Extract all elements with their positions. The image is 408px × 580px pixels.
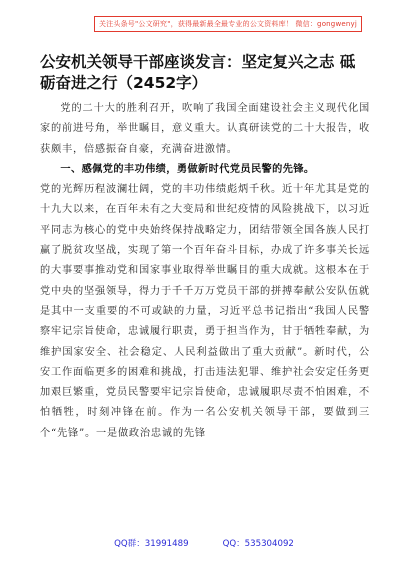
footer-contact — [0, 537, 408, 549]
document-body — [40, 99, 370, 444]
section-heading: 一、感佩党的丰功伟绩，勇做新时代党员民警的先锋。 — [60, 163, 315, 175]
footer-qq-group: QQ群：31991489 — [114, 539, 189, 549]
footer-qq: QQ：535304092 — [222, 539, 294, 549]
document-title: 公安机关领导干部座谈发言：坚定复兴之志 砥砺奋进之行（2452字） — [40, 53, 356, 92]
promo-banner — [94, 16, 362, 32]
section-paragraph: 党的光辉历程波澜壮阔，党的丰功伟绩彪炳千秋。近十年尤其是党的十九大以来，在百年未有之大变局和世纪疫情的风险挑战下，以习近平同志为核心的党中央始终保持战略定力，团结带领全国各族人民打赢了脱贫攻坚战，实现了第一个百年奋斗目标，办成了许多事关长远的大事要事推动党和国家事业取得举世瞩目的重大成就。这根本在于党中央的坚强领导，得力于千千万万党员干部的拼搏奉献公安队伍就是其中一支重要的不可或缺的力量，习近平总书记指出“我国人民警察牢记宗旨使命，忠诚履行职责，勇于担当作为，甘于牺牲奉献，为维护国家安全、社会稳定、人民利益做出了重大贡献”。新时代，公安工作面临更多的困难和挑战，打击违法犯罪、维护社会安定任务更加艰巨繁重，党员民警要牢记宗旨使命，忠诚履职尽责不怕困难，不怕牺牲，时刻冲锋在前。作为一名公安机关领导干部，要做到三个“先锋”。一是做政治忠诚的先锋 — [40, 184, 370, 439]
promo-banner-text: 关注头条号"公文研究"，获得最新最全最专业的公文资料库！ 微信：gongwenyj — [98, 20, 358, 28]
intro-paragraph: 党的二十大的胜利召开，吹响了我国全面建设社会主义现代化国家的前进号角，举世瞩目，意义重大。认真研读党的二十大报告，收获颇丰，倍感振奋自豪，充满奋进激情。 — [40, 103, 370, 155]
